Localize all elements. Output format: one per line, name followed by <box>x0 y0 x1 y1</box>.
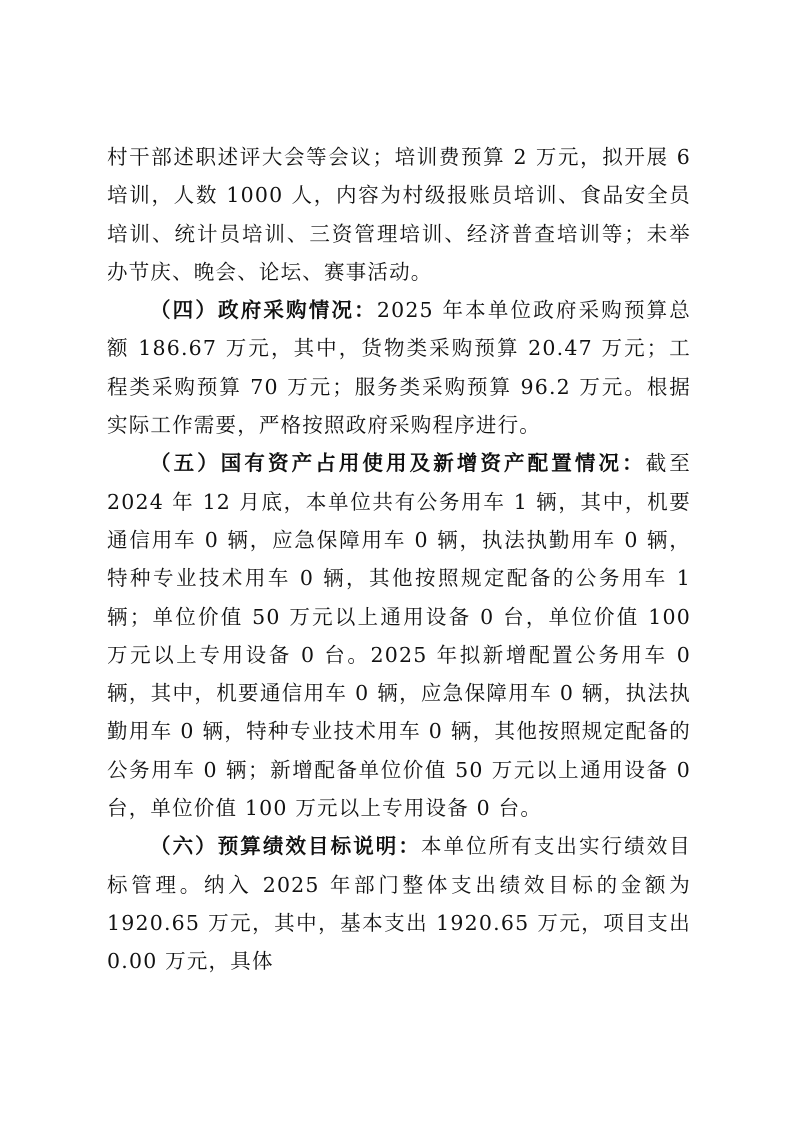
paragraph-text: 本单位所有支出实行绩效目标管理。纳入 2025 年部门整体支出绩效目标的金额为 1920.65 万元，其中，基本支出 1920.65 万元，项目支出 0.00 万元，具体 <box>107 834 691 974</box>
paragraph-government-procurement <box>107 291 691 444</box>
paragraph-text: 2025 年本单位政府采购预算总额 186.67 万元，其中，货物类采购预算 20.47 万元；工程类采购预算 70 万元；服务类采购预算 96.2 万元。根据实际工作需要，严格按照政府采购程序进行。 <box>107 298 692 438</box>
paragraph-training-continuation <box>107 138 691 291</box>
paragraph-performance-goals <box>107 827 691 980</box>
paragraph-text: 村干部述职述评大会等会议；培训费预算 2 万元，拟开展 6 培训，人数 1000 人，内容为村级报账员培训、食品安全员培训、统计员培训、三资管理培训、经济普查培训等；未举办节庆、晚会、论坛、赛事活动。 <box>107 145 691 284</box>
paragraph-text: 截至 2024 年 12 月底，本单位共有公务用车 1 辆，其中，机要通信用车 0 辆，应急保障用车 0 辆，执法执勤用车 0 辆，特种专业技术用车 0 辆，其他按照规定配备的公务用车 1 辆；单位价值 50 万元以上通用设备 0 台，单位价值 100 万元以上专用设备 0 台。2025 年拟新增配置公务用车 0 辆，其中，机要通信用车 0 辆，应急保障用车 0 辆，执法执勤用车 0 辆，特种专业技术用车 0 辆，其他按照规定配备的公务用车 0 辆；新增配备单位价值 50 万元以上通用设备 0 台，单位价值 100 万元以上专用设备 0 台。 <box>107 451 691 821</box>
section-heading-procurement: （四）政府采购情况： <box>150 298 377 323</box>
section-heading-assets: （五）国有资产占用使用及新增资产配置情况： <box>150 451 646 476</box>
section-heading-performance: （六）预算绩效目标说明： <box>150 834 421 859</box>
paragraph-state-assets <box>107 444 691 827</box>
document-body <box>107 138 691 981</box>
